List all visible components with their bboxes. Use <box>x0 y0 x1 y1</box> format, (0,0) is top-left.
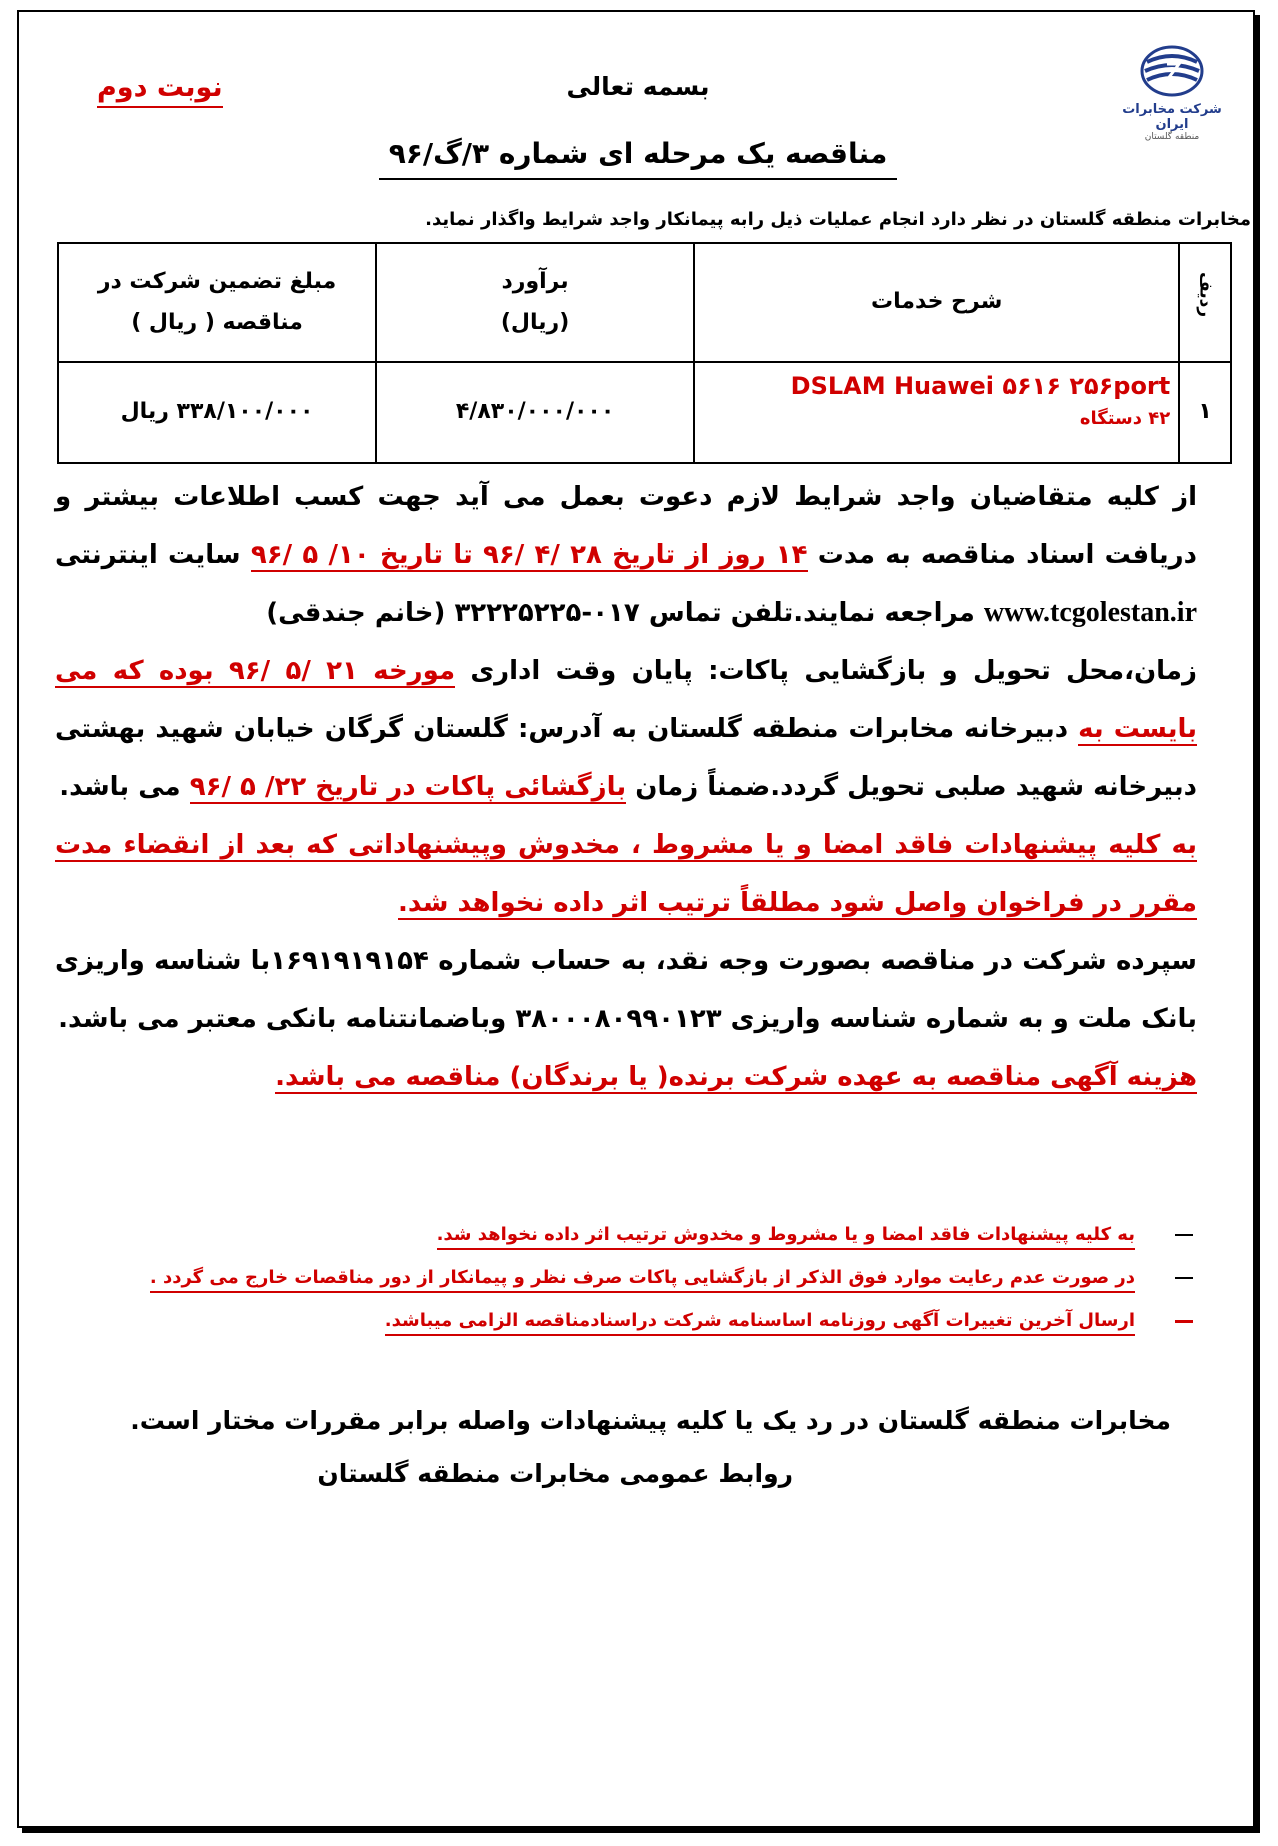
document-frame <box>17 10 1255 1828</box>
cell-service <box>694 362 1179 463</box>
signature: روابط عمومی مخابرات منطقه گلستان <box>317 1459 793 1488</box>
paragraph-documents: از کلیه متقاضیان واجد شرایط لازم دعوت بعمل می آید جهت کسب اطلاعات بیشتر و دریافت اسناد مناقصه به مدت ۱۴ روز از تاریخ ۲۸ /۴ /۹۶ تا تاریخ ۱۰/ ۵ /۹۶ سایت اینترنتی www.tcgolestan.ir مراجعه نمایند.تلفن تماس ۰۱۷-۳۲۲۲۵۲۲۵ (خانم جندقی) <box>55 482 1197 628</box>
tender-table <box>57 242 1232 464</box>
header-bond: مبلغ تضمین شرکت در مناقصه ( ریال ) <box>58 243 376 362</box>
paragraph-warning: به کلیه پیشنهادات فاقد امضا و یا مشروط ، مخدوش وپیشنهاداتی که بعد از انقضاء مدت مقرر در فراخوان واصل شود مطلقاً ترتیب اثر داده نخواهد شد. <box>55 830 1197 918</box>
title-text: مناقصه یک مرحله ای شماره ۳/گ/۹۶ <box>379 137 898 180</box>
cell-bond: ۳۳۸/۱۰۰/۰۰۰ ریال <box>58 362 376 463</box>
dash-icon <box>1175 1234 1193 1236</box>
opening-date: بازگشائی پاکات در تاریخ ۲۲/ ۵ /۹۶ <box>189 772 627 802</box>
paragraph-deposit: سپرده شرکت در مناقصه بصورت وجه نقد، به حساب شماره ۱۶۹۱۹۱۹۱۵۴با شناسه واریزی بانک ملت و به شماره شناسه واریزی ۳۸۰۰۰۸۰۹۹۰۱۲۳ وباضمانتنامه بانکی معتبر می باشد. <box>55 946 1197 1034</box>
cell-row-no: ۱ <box>1179 362 1231 463</box>
documents-period: ۱۴ روز از تاریخ ۲۸ /۴ /۹۶ تا تاریخ ۱۰/ ۵ /۹۶ <box>250 540 808 570</box>
turn-label: نوبت دوم <box>97 72 223 108</box>
logo-subtitle: منطقه گلستان <box>1144 132 1200 142</box>
table-row <box>58 362 1231 463</box>
service-count: ۴۲ دستگاه <box>1079 407 1171 429</box>
service-name: DSLAM Huawei ۵۶۱۶ ۲۵۶port <box>790 371 1171 400</box>
list-item: به کلیه پیشنهادات فاقد امضا و یا مشروط و مخدوش ترتیب اثر داده نخواهد شد. <box>150 1224 1193 1250</box>
paragraph-delivery: زمان،محل تحویل و بازگشایی پاکات: پایان وقت اداری مورخه ۲۱ /۵ /۹۶ بوده که می بایست به دبیرخانه مخابرات منطقه گلستان به آدرس: گلستان گرگان خیابان شهید بهشتی دبیرخانه شهید صلبی تحویل گردد.ضمناً زمان بازگشائی پاکات در تاریخ ۲۲/ ۵ /۹۶ می باشد. <box>55 656 1197 802</box>
cell-estimate: ۴/۸۳۰/۰۰۰/۰۰۰ <box>376 362 694 463</box>
announcement-body <box>55 468 1197 1106</box>
dash-icon <box>1175 1277 1193 1279</box>
closing-statement: مخابرات منطقه گلستان در رد یک یا کلیه پیشنهادات واصله برابر مقررات مختار است. <box>130 1406 1171 1435</box>
table-header-row <box>58 243 1231 362</box>
list-item: در صورت عدم رعایت موارد فوق الذکر از بازگشایی پاکات صرف نظر و پیمانکار از دور مناقصات خارج می گردد . <box>150 1267 1193 1293</box>
header-service: شرح خدمات <box>694 243 1179 362</box>
header-row-no: ردیف <box>1179 243 1231 362</box>
paragraph-ad-cost: هزینه آگهی مناقصه به عهده شرکت برنده( یا برندگان) مناقصه می باشد. <box>275 1062 1197 1092</box>
header-estimate: برآورد (ریال) <box>376 243 694 362</box>
intro-text: مخابرات منطقه گلستان در نظر دارد انجام عملیات ذیل رابه پیمانکار واجد شرایط واگذار نماید. <box>425 209 1251 230</box>
list-item: ارسال آخرین تغییرات آگهی روزنامه اساسنامه شرکت دراسنادمناقصه الزامی میباشد. <box>150 1310 1193 1336</box>
basmala: بسمه تعالی <box>566 72 710 101</box>
website-link[interactable]: www.tcgolestan.ir <box>983 597 1197 628</box>
dash-icon <box>1175 1320 1193 1323</box>
logo-company-name: شرکت مخابرات ایران <box>1122 102 1222 132</box>
notes-list <box>150 1224 1193 1353</box>
delivery-date: مورخه ۲۱ /۵ /۹۶ بوده که می بایست به <box>55 656 1197 744</box>
page-title <box>19 137 1257 170</box>
